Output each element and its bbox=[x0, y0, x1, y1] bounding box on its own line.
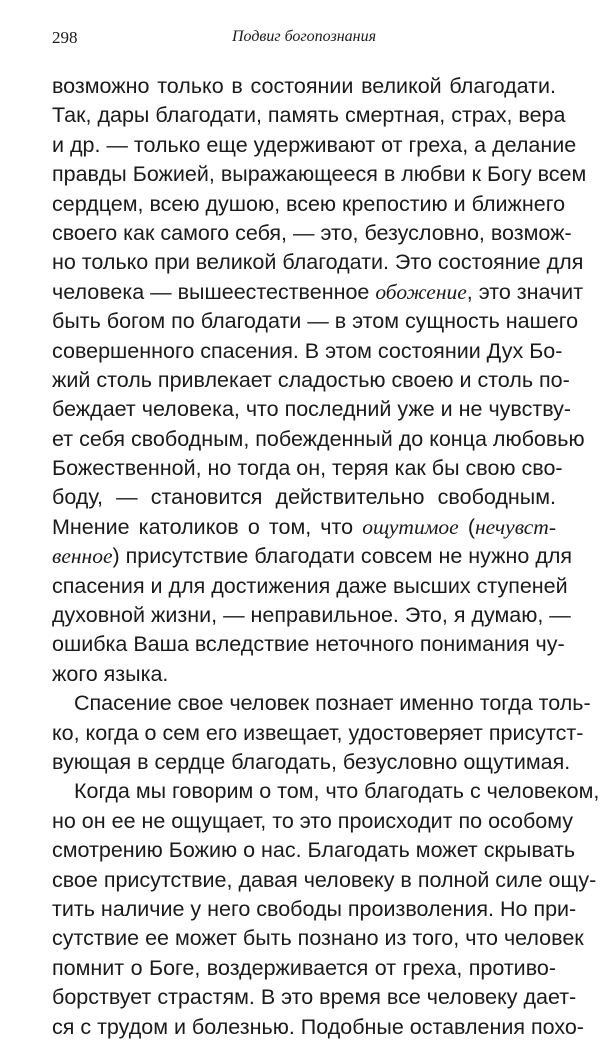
line-text: жий столь привлекает сладостью своею и столь по- bbox=[52, 367, 570, 392]
line-text: ет себя свободным, побежденный до конца любовью bbox=[52, 426, 585, 451]
line-text: Спасение свое человек познает именно тогда толь- bbox=[74, 691, 591, 716]
page-header bbox=[52, 28, 556, 52]
body-text bbox=[52, 72, 600, 1042]
line-text: ся с трудом и болезнью. Подобные оставления похо- bbox=[52, 1014, 584, 1039]
text-line bbox=[52, 483, 556, 512]
line-text: но только при великой благодати. Это состояние для bbox=[52, 250, 584, 275]
text-line bbox=[52, 777, 600, 806]
text-line bbox=[52, 719, 584, 748]
text-line bbox=[52, 160, 587, 189]
text-line bbox=[52, 101, 566, 130]
line-text: борствует страстям. В это время все человеку дает- bbox=[52, 985, 577, 1010]
line-text: , это значит bbox=[466, 279, 584, 304]
emphasis-text: нечувст- bbox=[474, 514, 556, 539]
text-line bbox=[52, 660, 556, 689]
text-line bbox=[52, 1013, 584, 1042]
line-text: помнит о Боге, воздерживается от греха, противо- bbox=[52, 955, 556, 980]
line-text: тить наличие у него свободы произволения. Но при- bbox=[52, 896, 577, 921]
line-text: боду, — становится действительно свободным. bbox=[52, 485, 556, 510]
text-line bbox=[52, 454, 563, 483]
text-line bbox=[52, 895, 577, 924]
line-text: правды Божией, выражающееся в любви к Богу всем bbox=[52, 162, 587, 187]
text-line bbox=[52, 836, 576, 865]
line-text: сердцем, всею душою, всею крепостию и ближнего bbox=[52, 191, 566, 216]
text-line bbox=[52, 248, 584, 277]
emphasis-text: обожение bbox=[375, 279, 467, 304]
line-text: Когда мы говорим о том, что благодать с человеком, bbox=[74, 779, 600, 804]
running-title: Подвиг богопознания bbox=[231, 28, 377, 45]
text-line bbox=[52, 542, 573, 571]
line-text: Так, дары благодати, память смертная, страх, вера bbox=[52, 103, 566, 128]
line-text: Мнение католиков о том, что bbox=[52, 514, 363, 539]
line-text: беждает человека, что последний уже и не чувству- bbox=[52, 397, 572, 422]
line-text: свое присутствие, давая человеку в полной силе ощу- bbox=[52, 867, 597, 892]
line-text: ) присутствие благодати совсем не нужно для bbox=[112, 544, 573, 569]
text-line bbox=[52, 307, 579, 336]
line-text: быть богом по благодати — в этом сущность нашего bbox=[52, 309, 579, 334]
line-text: ко, когда о сем его извещает, удостоверяет присутст- bbox=[52, 720, 584, 745]
line-text: и др. — только еще удерживают от греха, а делание bbox=[52, 132, 577, 157]
line-text: вующая в сердце благодать, безусловно ощутимая. bbox=[52, 749, 571, 774]
line-text: сутствие ее может быть познано из того, что человек bbox=[52, 926, 584, 951]
line-text: ( bbox=[458, 514, 475, 539]
line-text: духовной жизни, — неправильное. Это, я думаю, — bbox=[52, 603, 571, 628]
emphasis-text: венное bbox=[52, 544, 113, 569]
text-line bbox=[52, 131, 577, 160]
text-line bbox=[52, 954, 556, 983]
line-text: своего как самого себя, — это, безусловно, возмож- bbox=[52, 220, 572, 245]
line-text: спасения и для достижения даже высших ступеней bbox=[52, 573, 568, 598]
text-line bbox=[52, 366, 570, 395]
text-line bbox=[52, 572, 568, 601]
text-line bbox=[52, 866, 597, 895]
line-text: но он ее не ощущает, то это происходит по особому bbox=[52, 808, 574, 833]
page-number: 298 bbox=[52, 28, 78, 47]
text-line bbox=[52, 630, 565, 659]
line-text: возможно только в состоянии великой благодати. bbox=[52, 74, 556, 98]
line-text: смотрению Божию о нас. Благодать может скрывать bbox=[52, 838, 576, 863]
text-line bbox=[52, 72, 556, 101]
line-text: совершенного спасения. В этом состоянии Дух Бо- bbox=[52, 338, 563, 363]
text-line bbox=[52, 190, 566, 219]
text-line bbox=[52, 924, 584, 953]
line-text: человека — вышеестественное bbox=[52, 279, 376, 304]
text-line bbox=[52, 425, 585, 454]
line-text: ошибка Ваша вследствие неточного понимания чу- bbox=[52, 632, 565, 657]
emphasis-text: ощутимое bbox=[362, 514, 459, 539]
line-text: жого языка. bbox=[52, 661, 169, 686]
text-line bbox=[52, 689, 591, 718]
text-line bbox=[52, 983, 577, 1012]
text-line bbox=[52, 395, 572, 424]
text-line bbox=[52, 601, 571, 630]
text-line bbox=[52, 807, 574, 836]
line-text: Божественной, но тогда он, теряя как бы свою сво- bbox=[52, 456, 563, 481]
text-line bbox=[52, 748, 571, 777]
text-line bbox=[52, 278, 584, 307]
text-line bbox=[52, 513, 556, 542]
text-line bbox=[52, 337, 563, 366]
text-line bbox=[52, 219, 572, 248]
